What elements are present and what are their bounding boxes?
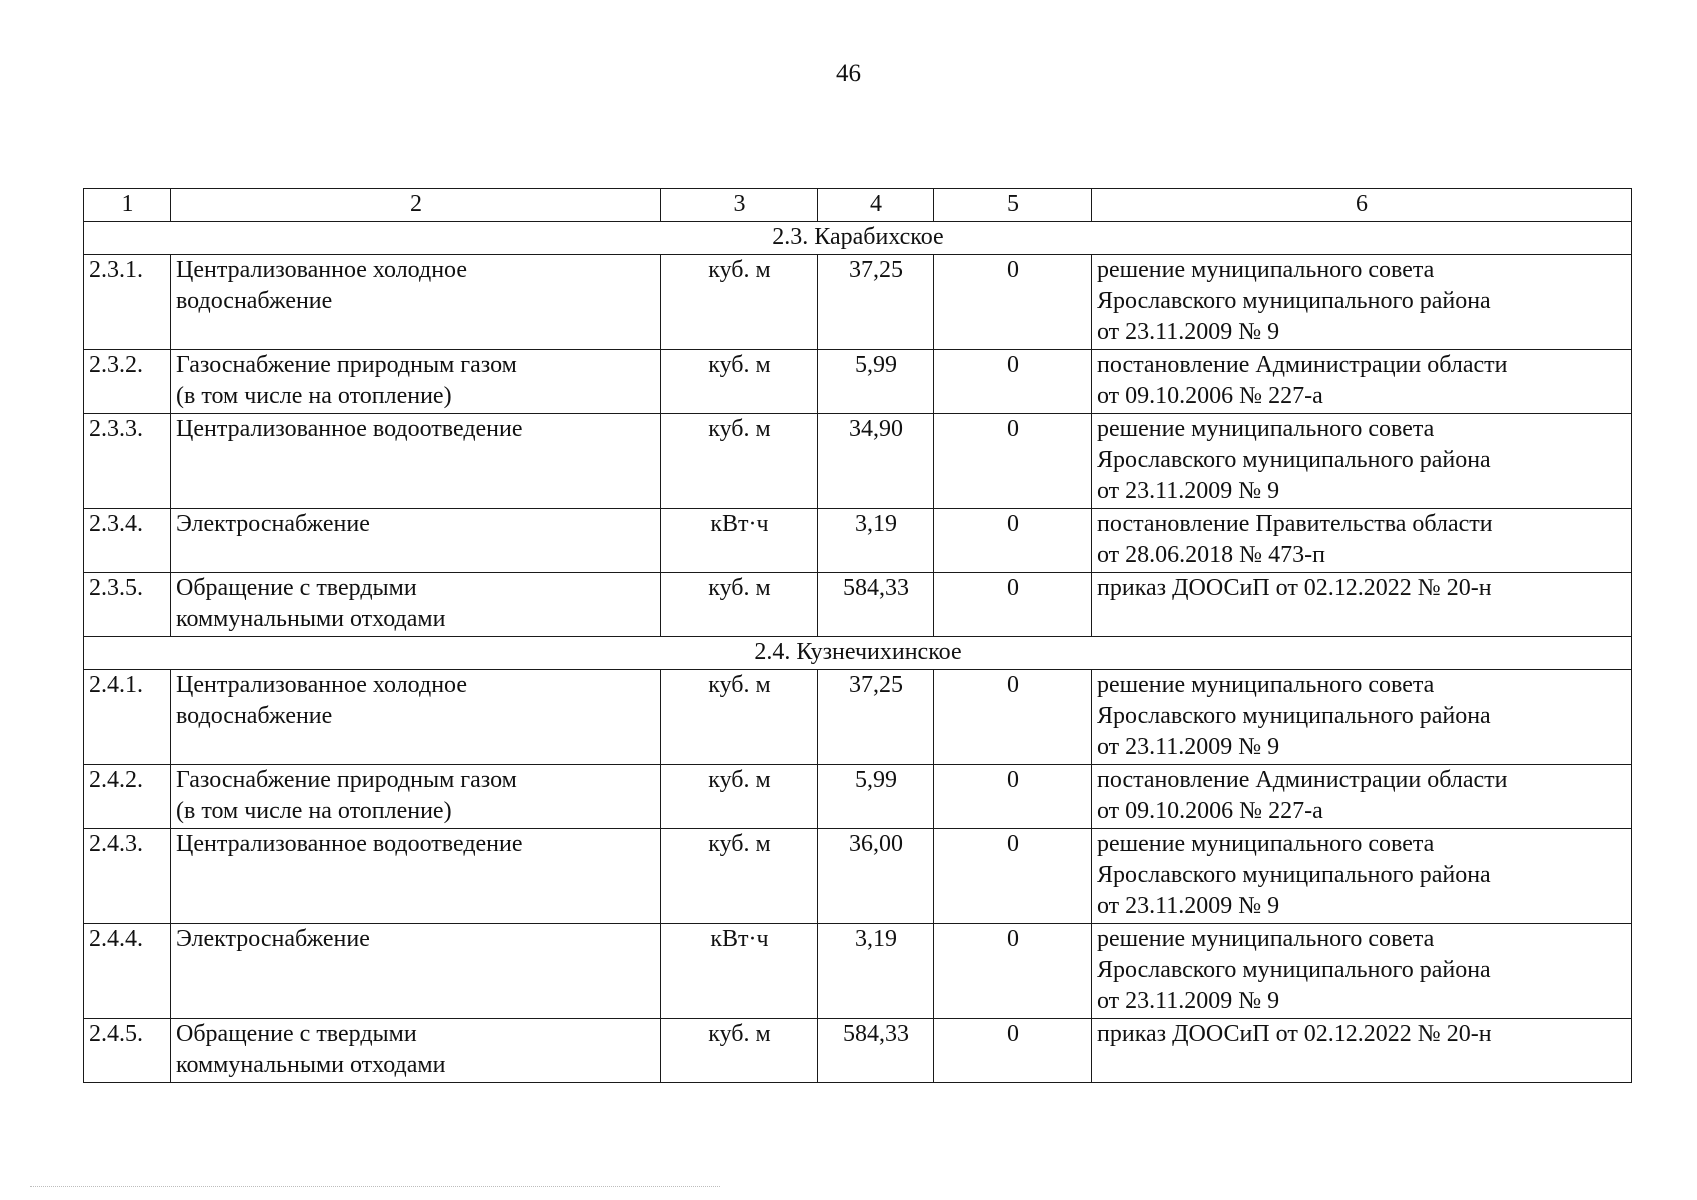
service-line: Обращение с твердыми: [176, 575, 417, 601]
row-col5: 0: [934, 350, 1092, 414]
service-line: Газоснабжение природным газом: [176, 352, 517, 378]
document-line: от 23.11.2009 № 9: [1097, 988, 1280, 1014]
row-document: [1092, 829, 1632, 924]
row-service: [171, 829, 661, 924]
row-document: [1092, 924, 1632, 1019]
row-document: [1092, 255, 1632, 350]
table-row: [84, 509, 1632, 573]
document-line: от 09.10.2006 № 227-а: [1097, 383, 1323, 409]
row-document: [1092, 573, 1632, 637]
row-unit: куб. м: [661, 350, 818, 414]
document-line: решение муниципального совета: [1097, 831, 1435, 857]
section-title: 2.3. Карабихское: [84, 222, 1632, 255]
document-line: от 28.06.2018 № 473-п: [1097, 542, 1325, 568]
row-document: [1092, 765, 1632, 829]
document-line: решение муниципального совета: [1097, 672, 1435, 698]
service-line: коммунальными отходами: [176, 1052, 446, 1078]
row-unit: куб. м: [661, 255, 818, 350]
row-col5: 0: [934, 414, 1092, 509]
service-line: Централизованное холодное: [176, 257, 467, 283]
service-line: Электроснабжение: [176, 511, 370, 537]
table-row: [84, 670, 1632, 765]
document-line: Ярославского муниципального района: [1097, 447, 1491, 473]
row-value: 37,25: [818, 255, 934, 350]
section-title: 2.4. Кузнечихинское: [84, 637, 1632, 670]
row-value: 5,99: [818, 350, 934, 414]
row-value: 584,33: [818, 573, 934, 637]
row-code: 2.4.3.: [84, 829, 171, 924]
section-row: [84, 222, 1632, 255]
row-service: [171, 1019, 661, 1083]
header-col-2: 2: [171, 189, 661, 222]
page-number: 46: [836, 60, 861, 87]
document-line: Ярославского муниципального района: [1097, 862, 1491, 888]
row-service: [171, 573, 661, 637]
row-code: 2.3.5.: [84, 573, 171, 637]
service-line: водоснабжение: [176, 288, 333, 314]
document-line: приказ ДООСиП от 02.12.2022 № 20-н: [1097, 1021, 1492, 1047]
row-col5: 0: [934, 829, 1092, 924]
row-service: [171, 670, 661, 765]
row-document: [1092, 1019, 1632, 1083]
document-line: постановление Администрации области: [1097, 767, 1508, 793]
row-service: [171, 924, 661, 1019]
document-line: Ярославского муниципального района: [1097, 703, 1491, 729]
tariff-table: [83, 188, 1632, 1083]
service-line: коммунальными отходами: [176, 606, 446, 632]
row-code: 2.4.1.: [84, 670, 171, 765]
table-row: [84, 414, 1632, 509]
row-service: [171, 414, 661, 509]
service-line: (в том числе на отопление): [176, 383, 452, 409]
document-line: постановление Правительства области: [1097, 511, 1493, 537]
service-line: Централизованное холодное: [176, 672, 467, 698]
service-line: (в том числе на отопление): [176, 798, 452, 824]
row-unit: куб. м: [661, 670, 818, 765]
row-document: [1092, 509, 1632, 573]
row-value: 3,19: [818, 509, 934, 573]
document-line: решение муниципального совета: [1097, 926, 1435, 952]
row-unit: куб. м: [661, 573, 818, 637]
service-line: водоснабжение: [176, 703, 333, 729]
row-code: 2.4.2.: [84, 765, 171, 829]
table-row: [84, 255, 1632, 350]
row-value: 5,99: [818, 765, 934, 829]
document-line: решение муниципального совета: [1097, 416, 1435, 442]
row-value: 36,00: [818, 829, 934, 924]
row-col5: 0: [934, 255, 1092, 350]
row-value: 37,25: [818, 670, 934, 765]
document-line: от 09.10.2006 № 227-а: [1097, 798, 1323, 824]
row-unit: куб. м: [661, 829, 818, 924]
row-code: 2.3.4.: [84, 509, 171, 573]
section-row: [84, 637, 1632, 670]
row-unit: кВт·ч: [661, 509, 818, 573]
table-row: [84, 829, 1632, 924]
service-line: Электроснабжение: [176, 926, 370, 952]
row-value: 584,33: [818, 1019, 934, 1083]
service-line: Газоснабжение природным газом: [176, 767, 517, 793]
header-col-3: 3: [661, 189, 818, 222]
row-service: [171, 509, 661, 573]
header-col-5: 5: [934, 189, 1092, 222]
row-col5: 0: [934, 765, 1092, 829]
row-document: [1092, 350, 1632, 414]
row-unit: куб. м: [661, 414, 818, 509]
row-code: 2.4.4.: [84, 924, 171, 1019]
service-line: Централизованное водоотведение: [176, 416, 523, 442]
row-document: [1092, 414, 1632, 509]
table-row: [84, 350, 1632, 414]
row-code: 2.3.2.: [84, 350, 171, 414]
table-row: [84, 573, 1632, 637]
header-col-4: 4: [818, 189, 934, 222]
row-value: 34,90: [818, 414, 934, 509]
service-line: Обращение с твердыми: [176, 1021, 417, 1047]
document-line: постановление Администрации области: [1097, 352, 1508, 378]
row-code: 2.3.1.: [84, 255, 171, 350]
row-value: 3,19: [818, 924, 934, 1019]
table-row: [84, 1019, 1632, 1083]
table-header-row: [84, 189, 1632, 222]
document-line: решение муниципального совета: [1097, 257, 1435, 283]
row-service: [171, 350, 661, 414]
table-row: [84, 924, 1632, 1019]
scan-artifact-line: [30, 1186, 720, 1187]
row-unit: куб. м: [661, 1019, 818, 1083]
row-service: [171, 255, 661, 350]
row-document: [1092, 670, 1632, 765]
row-col5: 0: [934, 573, 1092, 637]
row-code: 2.3.3.: [84, 414, 171, 509]
row-unit: кВт·ч: [661, 924, 818, 1019]
document-line: от 23.11.2009 № 9: [1097, 893, 1280, 919]
document-line: от 23.11.2009 № 9: [1097, 478, 1280, 504]
service-line: Централизованное водоотведение: [176, 831, 523, 857]
header-col-1: 1: [84, 189, 171, 222]
row-col5: 0: [934, 924, 1092, 1019]
document-line: Ярославского муниципального района: [1097, 957, 1491, 983]
row-col5: 0: [934, 1019, 1092, 1083]
row-col5: 0: [934, 670, 1092, 765]
document-line: Ярославского муниципального района: [1097, 288, 1491, 314]
header-col-6: 6: [1092, 189, 1632, 222]
row-service: [171, 765, 661, 829]
row-unit: куб. м: [661, 765, 818, 829]
document-line: от 23.11.2009 № 9: [1097, 319, 1280, 345]
table-row: [84, 765, 1632, 829]
document-line: от 23.11.2009 № 9: [1097, 734, 1280, 760]
document-line: приказ ДООСиП от 02.12.2022 № 20-н: [1097, 575, 1492, 601]
row-code: 2.4.5.: [84, 1019, 171, 1083]
row-col5: 0: [934, 509, 1092, 573]
